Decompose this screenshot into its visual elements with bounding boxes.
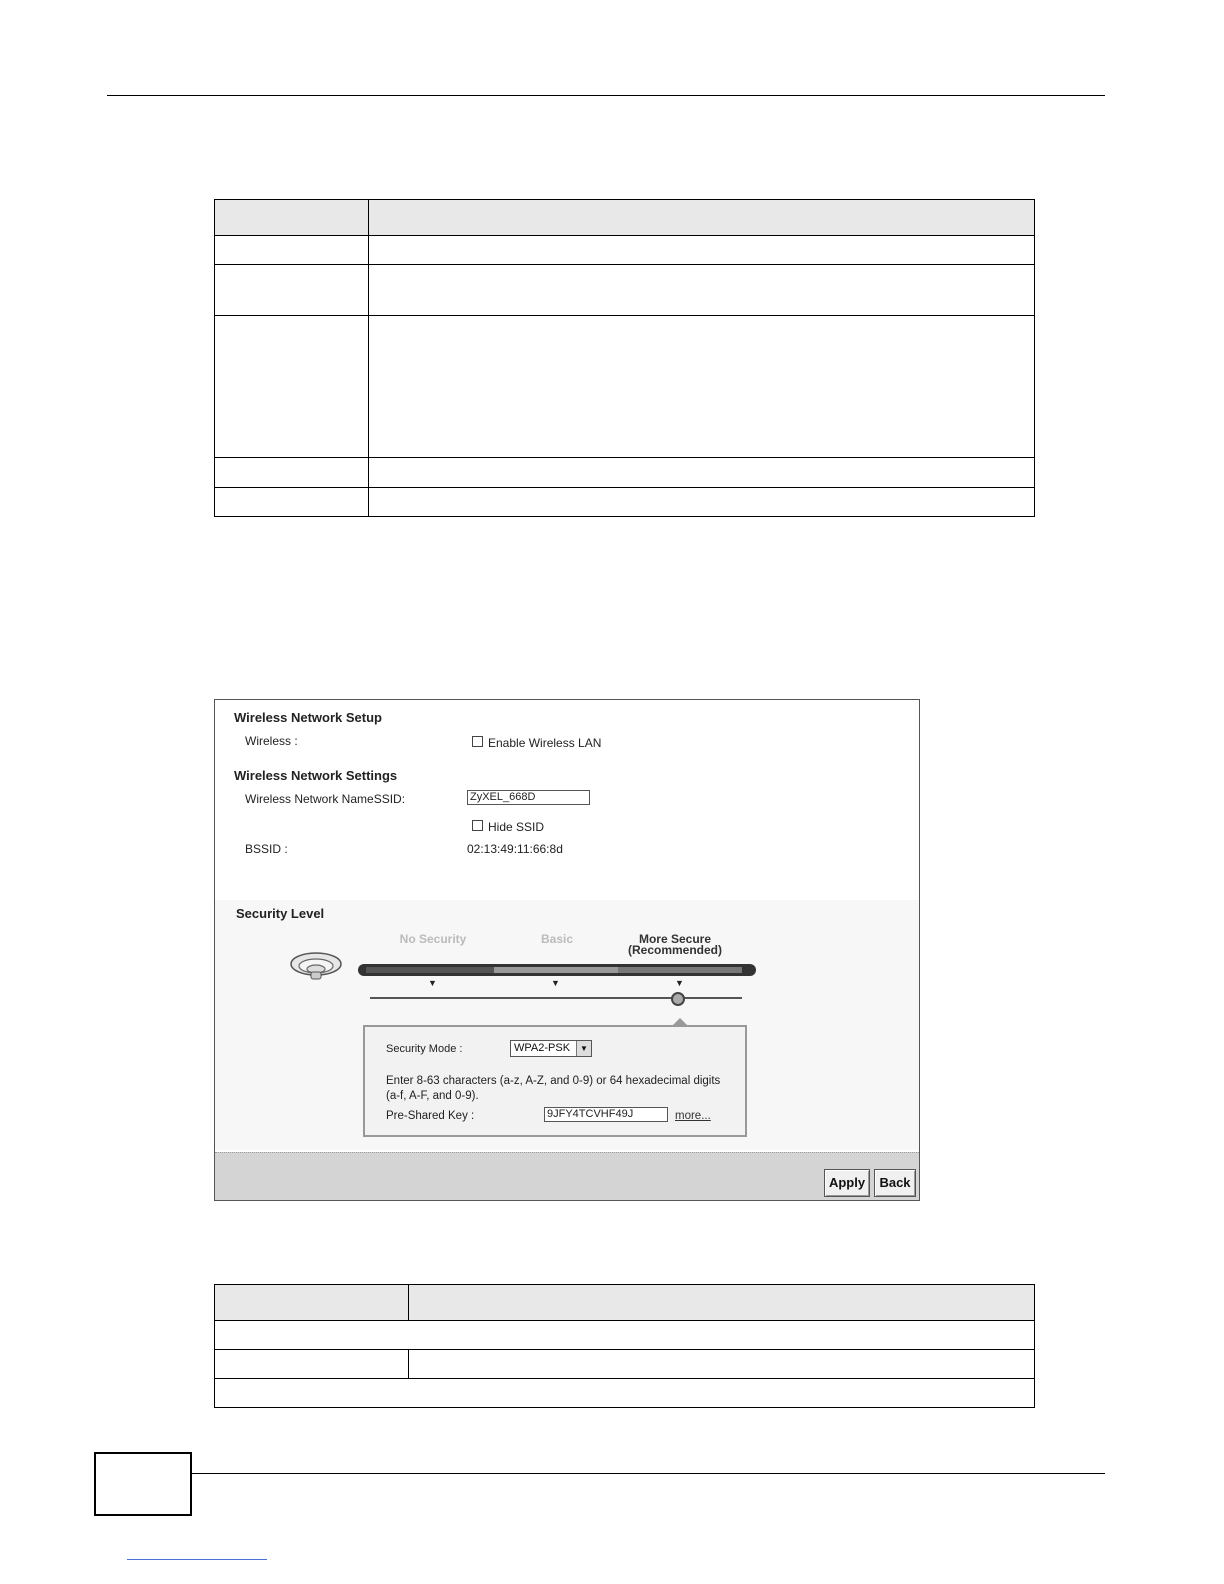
- table-header-row: [215, 200, 1035, 236]
- table-row: [215, 265, 1035, 316]
- description-table-2: [214, 1284, 1035, 1408]
- table-header-row: [215, 1285, 1035, 1321]
- wireless-setup-screenshot: [214, 699, 920, 1201]
- table-row: [215, 1350, 1035, 1379]
- settings-heading: Wireless Network Settings: [234, 768, 398, 783]
- table-row: [215, 488, 1035, 517]
- enable-wireless-label: Enable Wireless LAN: [488, 736, 602, 750]
- security-mode-value: WPA2-PSK: [514, 1042, 571, 1054]
- level-recommended: (Recommended): [627, 943, 722, 957]
- security-mode-select[interactable]: [510, 1040, 592, 1057]
- page-number-box: [94, 1452, 192, 1516]
- table-row: [215, 316, 1035, 458]
- enable-wireless-checkbox[interactable]: [472, 736, 483, 747]
- description-table-1: [214, 199, 1035, 517]
- arrow-basic: ▼: [551, 978, 560, 988]
- key-hint-line2: (a-f, A-F, and 0-9).: [386, 1090, 479, 1102]
- level-basic[interactable]: Basic: [540, 932, 574, 946]
- psk-label: Pre-Shared Key :: [386, 1110, 475, 1122]
- security-mode-box: [363, 1025, 747, 1137]
- footer-rule: [192, 1473, 1105, 1474]
- table-row: [215, 458, 1035, 488]
- ssid-input[interactable]: [467, 790, 590, 805]
- ssid-label: Wireless Network NameSSID:: [245, 792, 406, 806]
- level-no-security[interactable]: No Security: [399, 932, 467, 946]
- arrow-more-secure: ▼: [675, 978, 684, 988]
- button-bar: [215, 1152, 919, 1201]
- table-row: [215, 236, 1035, 265]
- security-slider-handle[interactable]: [671, 992, 685, 1006]
- back-button[interactable]: Back: [874, 1169, 916, 1197]
- security-level-bar: [358, 964, 756, 976]
- table-row: [215, 1321, 1035, 1350]
- wireless-label: Wireless :: [245, 734, 298, 748]
- bssid-label: BSSID :: [245, 842, 288, 856]
- wifi-router-icon: [289, 950, 343, 982]
- level-more-secure[interactable]: More Secure: [638, 932, 712, 946]
- security-heading: Security Level: [236, 906, 325, 921]
- bssid-value: 02:13:49:11:66:8d: [467, 842, 563, 856]
- table-row: [215, 1379, 1035, 1408]
- key-hint-line1: Enter 8-63 characters (a-z, A-Z, and 0-9) or 64 hexadecimal digits: [386, 1075, 721, 1087]
- setup-heading: Wireless Network Setup: [234, 710, 382, 725]
- header-rule: [107, 95, 1105, 96]
- arrow-no-security: ▼: [428, 978, 437, 988]
- security-slider-track[interactable]: [370, 997, 742, 999]
- footer-link-underline: [127, 1559, 267, 1560]
- psk-input[interactable]: [544, 1107, 668, 1122]
- apply-button[interactable]: Apply: [824, 1169, 870, 1197]
- security-mode-label: Security Mode :: [386, 1043, 463, 1055]
- more-link[interactable]: more...: [675, 1110, 711, 1122]
- chevron-down-icon[interactable]: ▼: [576, 1041, 591, 1056]
- hide-ssid-label: Hide SSID: [488, 820, 545, 834]
- hide-ssid-checkbox[interactable]: [472, 820, 483, 831]
